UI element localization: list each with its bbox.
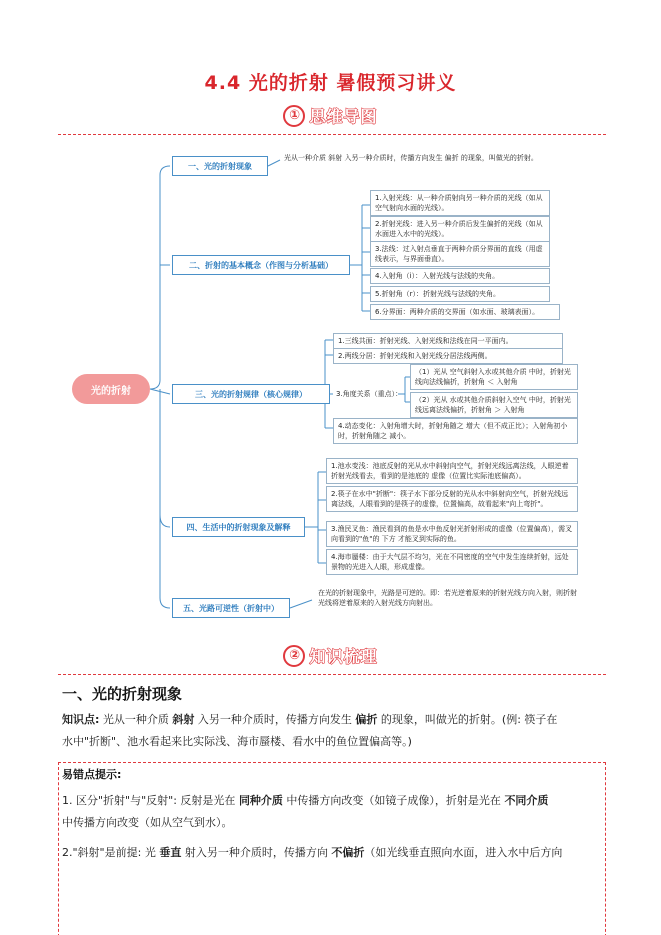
branch-3-item-4: 4.动态变化：入射角增大时，折射角随之 增大（但不成正比）；入射角初小时，折射角随之 减小。 <box>333 418 578 444</box>
branch-2-item-1: 1.入射光线：从一种介质射向另一种介质的光线（如从空气射向水面的光线）。 <box>370 190 550 216</box>
branch-2-item-2: 2.折射光线：进入另一种介质后发生偏折的光线（如从水面进入水中的光线）。 <box>370 216 550 242</box>
branch-2-item-6: 6.分界面：两种介质的交界面（如水面、玻璃表面）。 <box>370 304 560 320</box>
page-title: 4.4 光的折射 暑假预习讲义 <box>204 72 457 94</box>
branch-4-item-1: 1.池水变浅：池底反射的光从水中斜射向空气，折射光线远离法线，人眼逆着折射光线看去，看到的是池底的 虚像（位置比实际池底偏高）。 <box>326 458 578 484</box>
section-label: 知识梳理 <box>309 647 378 666</box>
branch-4-item-4: 4.海市蜃楼：由于大气层不均匀，光在不同密度的空气中发生连续折射，远处景物的光进入人眼，形成虚像。 <box>326 549 578 575</box>
branch-4-item-2: 2.筷子在水中"折断"：筷子水下部分反射的光从水中斜射向空气，折射光线远离法线，人眼看到的是筷子的虚像，位置偏高，故看起来"向上弯折"。 <box>326 486 578 512</box>
text: 射入另一种介质时，传播方向 <box>181 846 332 859</box>
keyword: 不同介质 <box>504 794 549 807</box>
mindmap-branch-2: 二、折射的基本概念（作图与分析基础） <box>172 255 350 275</box>
text: 光从一种介质 <box>99 713 173 726</box>
section-number: ② <box>283 645 305 667</box>
branch-3-item-1: 1.三线共面：折射光线、入射光线和法线在同一平面内。 <box>333 333 563 349</box>
divider <box>58 674 606 675</box>
branch-2-item-4: 4.入射角（i）：入射光线与法线的夹角。 <box>370 268 550 284</box>
section-number: ① <box>283 105 305 127</box>
section-knowledge-badge <box>0 644 661 667</box>
keyword: 斜射 <box>172 713 195 726</box>
text: 入另一种介质时，传播方向发生 <box>194 713 356 726</box>
keyword: 同种介质 <box>238 794 283 807</box>
text: 中传播方向改变（如从空气到水）。 <box>62 816 233 829</box>
heading-refraction-phenomenon: 一、光的折射现象 <box>62 685 183 703</box>
branch-3-item-2: 2.两线分居：折射光线和入射光线分居法线两侧。 <box>333 348 563 364</box>
text: 的现象，叫做光的折射。(例: 筷子在 <box>377 713 558 726</box>
branch-4-item-3: 3.渔民叉鱼：渔民看到的鱼是水中鱼反射光折射形成的虚像（位置偏高），需叉向看到的"鱼"的 下方 才能叉到实际的鱼。 <box>326 521 578 547</box>
branch-1-text: 光从一种介质 斜射 入另一种介质时，传播方向发生 偏折 的现象，叫做光的折射。 <box>284 154 538 162</box>
text: 中传播方向改变（如镜子成像），折射是光在 <box>282 794 505 807</box>
knowledge-label: 知识点: <box>62 713 100 726</box>
mindmap-center-node: 光的折射 <box>72 374 150 404</box>
mindmap-branch-1: 一、光的折射现象 <box>172 156 268 176</box>
mindmap-branch-4: 四、生活中的折射现象及解释 <box>172 517 305 537</box>
text: 1. 区分"折射"与"反射": 反射是光在 <box>62 794 239 807</box>
keyword: 不偏折 <box>331 846 365 859</box>
tip-1 <box>62 790 602 834</box>
keyword: 偏折 <box>355 713 378 726</box>
knowledge-paragraph <box>62 709 602 753</box>
branch-2-item-3: 3.法线：过入射点垂直于两种介质分界面的直线（用虚线表示，与界面垂直）。 <box>370 241 550 267</box>
branch-2-item-5: 5.折射角（r）：折射光线与法线的夹角。 <box>370 286 550 302</box>
keyword: 垂直 <box>159 846 182 859</box>
mindmap-branch-5: 五、光路可逆性（折射中） <box>172 598 290 618</box>
branch-5-text: 在光的折射现象中，光路是可逆的。即：若光逆着原来的折射光线方向入射，则折射光线将逆着原来的入射光线方向射出。 <box>318 589 577 607</box>
text: （如光线垂直照向水面，进入水中后方向 <box>364 846 563 859</box>
tips-title: 易错点提示: <box>62 768 122 781</box>
section-label: 思维导图 <box>309 107 378 126</box>
branch-3-sub-2: （2）光从 水或其他介质斜射入空气 中时，折射光线远离法线偏折，折射角 ＞ 入射角 <box>410 392 578 418</box>
branch-3-sub-1: （1）光从 空气斜射入水或其他介质 中时，折射光线向法线偏折，折射角 ＜ 入射角 <box>410 364 578 390</box>
text: 水中"折断"、池水看起来比实际浅、海市蜃楼、看水中的鱼位置偏高等。) <box>62 735 412 748</box>
tip-2 <box>62 842 602 864</box>
text: 2."斜射"是前提: 光 <box>62 846 160 859</box>
mindmap-branch-3: 三、光的折射规律（核心规律） <box>172 384 330 404</box>
branch-3-item-3: 3.角度关系（重点）： <box>336 390 403 398</box>
